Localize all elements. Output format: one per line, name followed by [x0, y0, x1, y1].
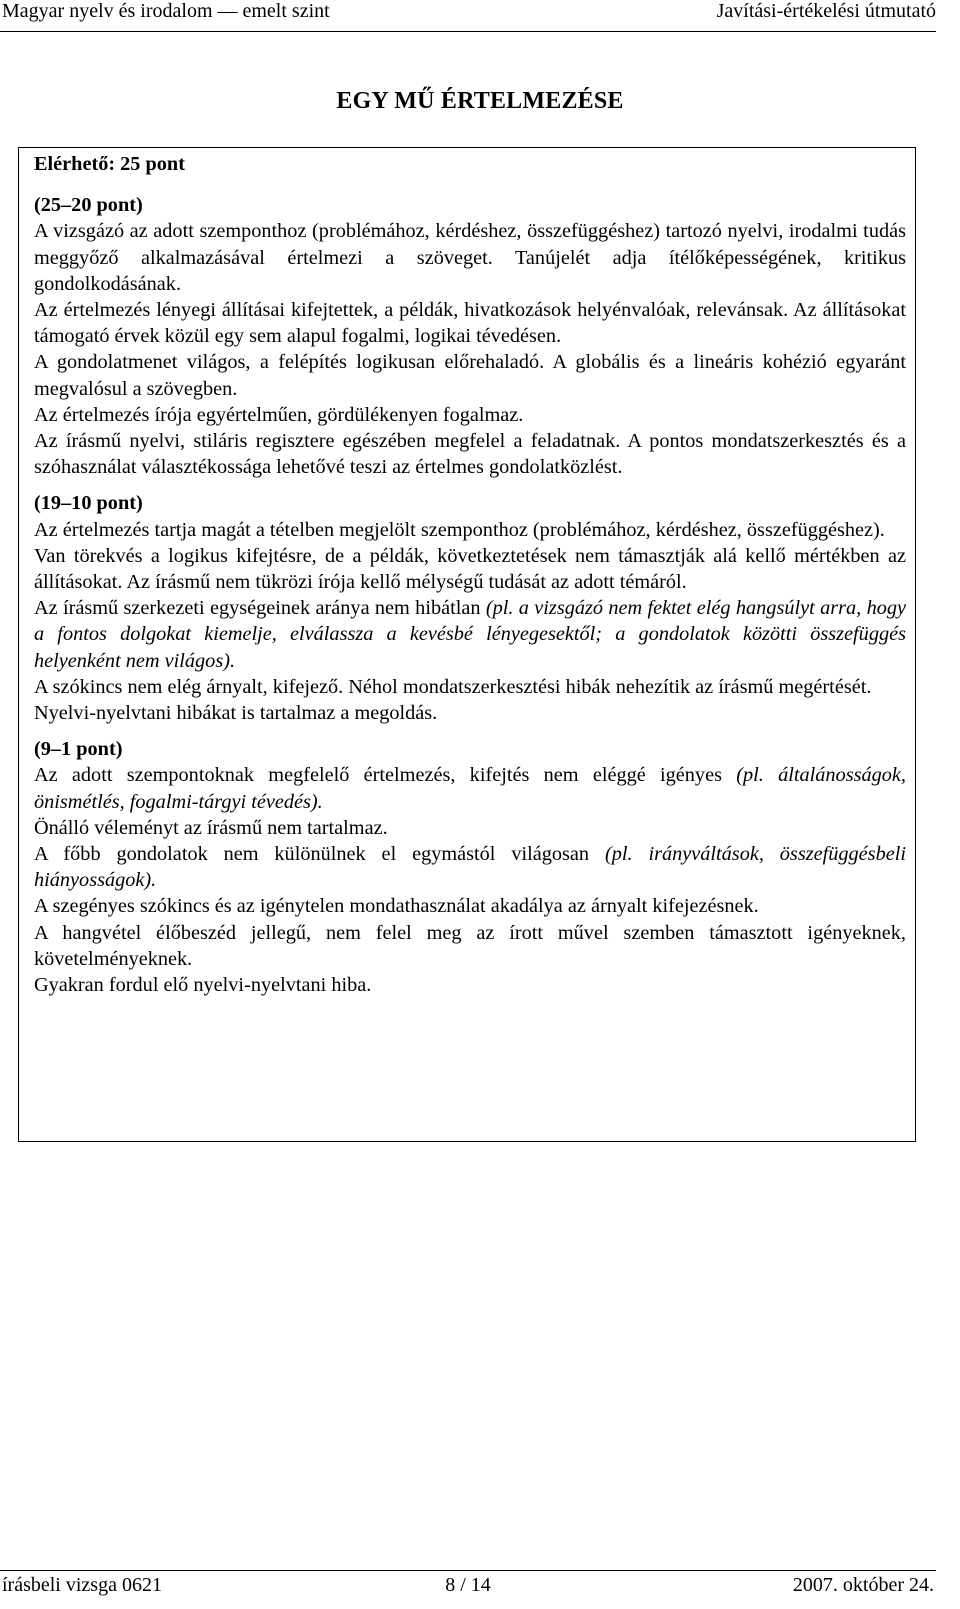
band-high-paragraph: Az értelmezés lényegi állításai kifejtettek, a példák, hivatkozások helyénvalóak, relevánsak. Az állításokat támogató érvek közül egy sem alapul fogalmi, logikai tévedésen. — [34, 299, 906, 348]
band-low-paragraph: Önálló véleményt az írásmű nem tartalmaz. — [34, 816, 388, 839]
available-points: Elérhető: 25 pont — [34, 153, 185, 175]
band-low-paragraph: Gyakran fordul elő nyelvi-nyelvtani hiba. — [34, 974, 372, 997]
band-heading-mid: (19–10 pont) — [34, 492, 143, 515]
band-mid-paragraph — [34, 595, 906, 674]
italic-example: (pl. általánosságok, önismétlés, fogalmi-tárgyi tévedés). — [34, 764, 906, 813]
band-high-paragraph: A gondolatmenet világos, a felépítés logikusan előrehaladó. A globális és a lineáris kohézió egyaránt megvalósul a szövegben. — [34, 351, 906, 400]
header-subject: Magyar nyelv és irodalom — emelt szint — [2, 0, 330, 22]
band-mid-paragraph: Az értelmezés tartja magát a tételben megjelölt szemponthoz (problémához, kérdéshez, összefüggéshez). — [34, 518, 885, 541]
criteria-content — [34, 151, 906, 998]
band-mid-paragraph: A szókincs nem elég árnyalt, kifejező. Néhol mondatszerkesztési hibák nehezítik az írásmű megértését. — [34, 675, 872, 698]
band-heading-low: (9–1 pont) — [34, 738, 123, 761]
plain-text: A főbb gondolatok nem különülnek el egymástól világosan — [34, 843, 605, 866]
footer-divider — [0, 1570, 936, 1571]
band-low-paragraph: A szegényes szókincs és az igénytelen mondathasználat akadálya az árnyalt kifejezésnek. — [34, 895, 759, 918]
header-doc-type: Javítási-értékelési útmutató — [716, 0, 936, 22]
footer-date: 2007. október 24. — [792, 1574, 934, 1596]
page-header — [0, 0, 936, 30]
band-mid-paragraph: Nyelvi-nyelvtani hibákat is tartalmaz a megoldás. — [34, 702, 438, 725]
header-divider — [0, 31, 936, 32]
band-low-paragraph — [34, 841, 906, 893]
band-low-paragraph — [34, 762, 906, 814]
band-high-paragraph: A vizsgázó az adott szemponthoz (problémához, kérdéshez, összefüggéshez) tartozó nyelvi, irodalmi tudás meggyőző alkalmazásával értelmezi a szöveget. Tanújelét adja ítélőképességének, kritikus gondolkodásának. — [34, 220, 906, 295]
plain-text: Az adott szempontoknak megfelelő értelmezés, kifejtés nem eléggé igényes — [34, 764, 737, 787]
band-high-paragraph: Az írásmű nyelvi, stiláris regisztere egészében megfelel a feladatnak. A pontos mondatszerkesztés és a szóhasználat választékossága lehetővé teszi az értelmes gondolatközlést. — [34, 430, 906, 479]
italic-example: (pl. irányváltások, összefüggésbeli hiányosságok). — [34, 843, 906, 892]
italic-example: (pl. a vizsgázó nem fektet elég hangsúlyt arra, hogy a fontos dolgokat kiemelje, elválassza a kevésbé lényegesektől; a gondolatok közötti összefüggés helyenként nem világos). — [34, 597, 906, 672]
band-mid-paragraph: Van törekvés a logikus kifejtésre, de a példák, következtetések nem támasztják alá kellő mértékben az állításokat. Az írásmű nem tükrözi írója kellő mélységű tudását az adott témáról. — [34, 544, 906, 594]
band-heading-high: (25–20 pont) — [34, 194, 143, 217]
footer-page-number: 8 / 14 — [445, 1574, 491, 1596]
band-high-paragraph: Az értelmezés írója egyértelműen, gördülékenyen fogalmaz. — [34, 403, 524, 426]
footer-exam-code: írásbeli vizsga 0621 — [2, 1574, 162, 1596]
page-title: EGY MŰ ÉRTELMEZÉSE — [336, 88, 624, 114]
plain-text: Az írásmű szerkezeti egységeinek aránya nem hibátlan — [34, 597, 486, 620]
band-low-paragraph: A hangvétel élőbeszéd jellegű, nem felel meg az írott művel szemben támasztott igényeknek, követelményeknek. — [34, 921, 906, 970]
